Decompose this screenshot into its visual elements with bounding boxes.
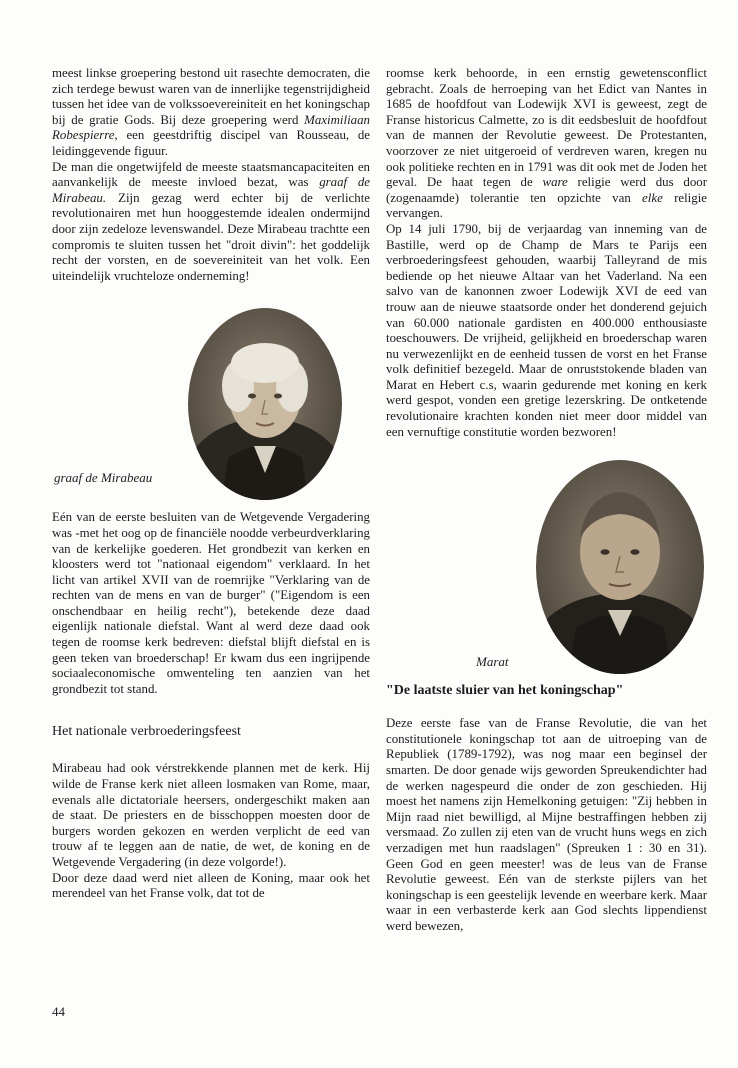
right-column — [386, 66, 707, 935]
text-run: een geestdriftig discipel van Rousseau, de leidinggevende figuur. — [52, 128, 370, 158]
figure-caption: Marat — [476, 654, 509, 670]
mirabeau-portrait — [188, 308, 342, 500]
text-run: religie werd dus door (zogenaamde) tolerantie ten opzichte van — [386, 175, 707, 205]
italic-word: elke — [642, 190, 663, 205]
paragraph: Mirabeau had ook vérstrekkende plannen met de kerk. Hij wilde de Franse kerk niet alleen losmaken van Rome, maar, evenals alle dictatoriale heersers, ondergeschikt maken aan de staat. De priesters en de bisschoppen moesten door de burgers worden gekozen en werden verplicht de eed van trouw af te leggen aan de natie, de wet, de koning en de Wetgevende Vergadering (in deze volgorde!). — [52, 761, 370, 869]
marat-portrait — [536, 460, 704, 674]
marat-figure — [386, 458, 707, 678]
paragraph: Deze eerste fase van de Franse Revolutie, die van het constitutionele koningschap tot aan de uitroeping van de Republiek (1789-1792), was nog maar een beginsel der smarten. De door genade wijs geworden Spreukendichter had de werken nagespeurd die onder de zon geschieden. Hij moest het namens zijn Hemelkoning getuigen: "Zij hebben in Mijn raad niet bewilligd, al Mijne bestraffingen hebben zij versmaad. Zo zullen zij eten van de vrucht huns wegs en zich verzadigen met hun raadslagen" (Spreuken 1 : 30 en 31). Geen God en geen meester! was de leus van de Franse Revolutie geweest. Eén van de sterkste pijlers van het koningschap is een geestelijk levende en weerbare kerk. Maar waar in een verbasterde kerk aan God slechts lippendienst werd bewezen, — [386, 716, 707, 933]
figure-caption: graaf de Mirabeau — [54, 470, 153, 486]
paragraph: Door deze daad werd niet alleen de Koning, maar ook het merendeel van het Franse volk, dat tot de — [52, 870, 370, 901]
section-heading: "De laatste sluier van het koningschap" — [386, 683, 624, 699]
portrait-illustration — [536, 460, 704, 674]
text-run: De man die ongetwijfeld de meeste staatsmancapaciteiten en aanvankelijk de meeste invloed bezat, was — [52, 159, 370, 190]
portrait-illustration — [188, 308, 342, 500]
mirabeau-figure — [52, 306, 370, 504]
left-column — [52, 66, 370, 902]
italic-name: graaf de Mirabeau. — [52, 175, 370, 205]
page-number: 44 — [52, 1004, 65, 1019]
paragraph — [52, 160, 370, 285]
text-run: religie vervangen. — [386, 190, 707, 221]
paragraph — [386, 66, 707, 222]
text-run: Zijn gezag werd echter bij de verlichte revolutionairen met hun hooggestemde idealen ondermijnd door zijn zedeloze levenswandel. Deze Mirabeau trachtte een compromis te sluiten tussen het "droit divin": het goddelijk recht der vorsten, en de soevereiniteit van het volk. Een uiteindelijk vruchteloze onderneming! — [52, 190, 370, 283]
italic-name: Maximiliaan Robespierre, — [52, 112, 370, 143]
paragraph — [52, 66, 370, 160]
paragraph: Op 14 juli 1790, bij de verjaardag van inneming van de Bastille, werd op de Champ de Mars te Parijs een verbroederingsfeest gehouden, waarbij Talleyrand de mis bediende op het nieuwe Altaar van het Vaderland. Na een salvo van de kanonnen zwoer Lodewijk XVI de eed van trouw aan de nieuwe staatsorde onder het donderend gejuich van 60.000 nationale gardisten en 400.000 enthousiaste toeschouwers. De vrijheid, gelijkheid en broederschap waren nu verwezenlijkt en de eenheid tussen de vorst en het Franse volk definitief bezegeld. Maar de onruststokende bladen van Marat en Hebert c.s, waarin gedurende met koning en kerk werd gespot, vonden een gretige lezerskring. De ontketende revolutionaire krachten konden niet meer door middel van een vernuftige constitutie worden bezworen! — [386, 221, 707, 439]
text-run: meest linkse groepering bestond uit rasechte democraten, die zich terdege bewust waren van de innerlijke tegenstrijdigheid tussen het idee van de volkssoevereiniteit en het koningschap bij de gratie Gods. Bij deze groepering werd — [52, 66, 370, 127]
paragraph: Eén van de eerste besluiten van de Wetgevende Vergadering was -met het oog op de financiële noodde verbeurdverklaring van de kerkelijke goederen. Het grondbezit van kerken en kloosters werd tot "nationaal eigendom" verklaard. In het licht van artikel XVII van de roemrijke "Verklaring van de rechten van de mens en van de burger" ("Eigendom is een onschendbaar en heilig recht"), betekende deze daad eigenlijk nationale diefstal. Want al werd deze daad ook tegen de roomse kerk bedreven: diefstal blijft diefstal en is geen teken van broederschap! Er kwam dus een ingrijpende sociaaleconomische omwenteling ten aanzien van het grondbezit tot stand. — [52, 510, 370, 696]
section-heading: Het nationale verbroederingsfeest — [52, 724, 241, 740]
italic-word: ware — [542, 175, 568, 190]
text-run: roomse kerk behoorde, in een ernstig gewetensconflict gebracht. Zoals de herroeping van het Edict van Nantes in 1685 de hoofdfout van Lodewijk XVI is geweest, zegt de Franse historicus Calmette, zo is dit eedsbesluit de hoofdfout van de mannen der Revolutie geweest. De Protestanten, voorzover ze niet uitgeroeid of verdreven waren, kregen nu ook politieke rechten en in 1791 was dit ook met de Joden het geval. De haat tegen de — [386, 66, 707, 190]
